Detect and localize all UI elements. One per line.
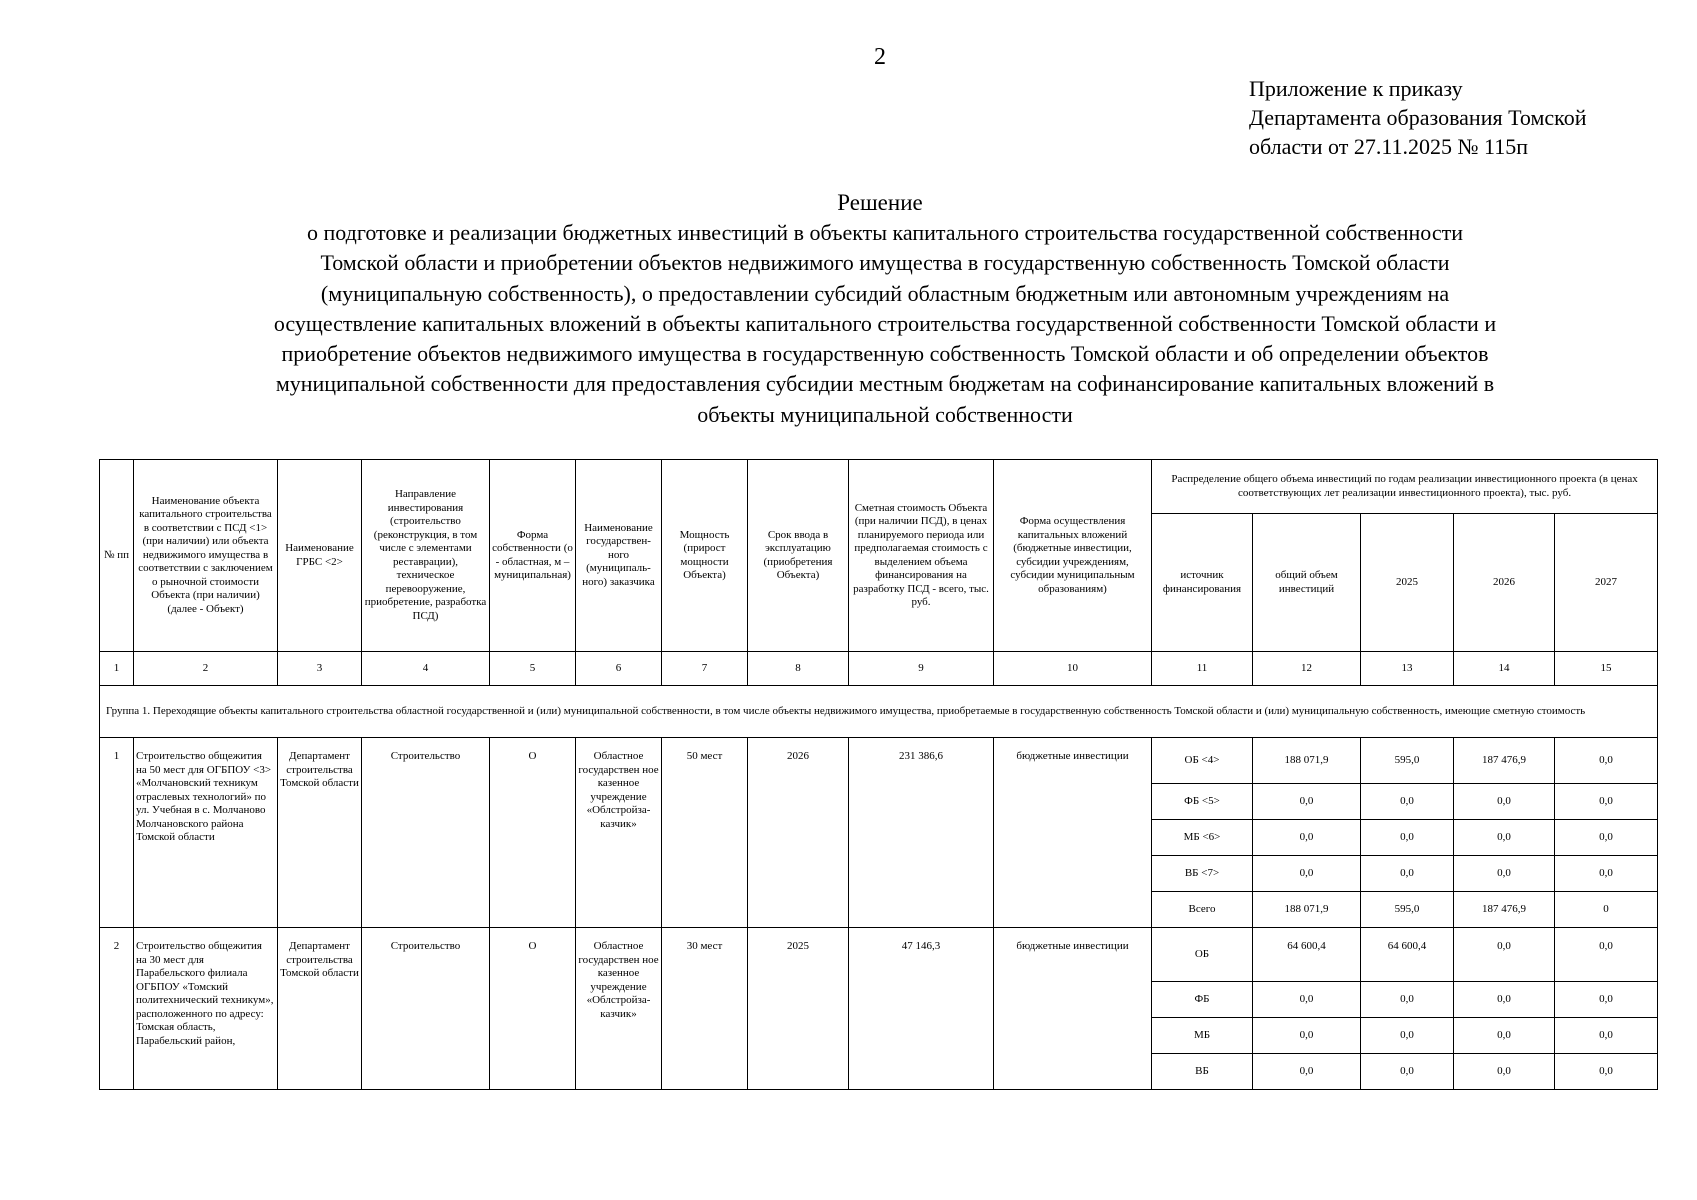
- funding-2025: 0,0: [1361, 1054, 1454, 1090]
- subtitle-line: Томской области и приобретении объектов недвижимого имущества в государственную собственность Томской области: [320, 250, 1450, 276]
- funding-total: 188 071,9: [1253, 892, 1361, 928]
- object-number: 2: [100, 928, 134, 1090]
- funding-2026: 0,0: [1454, 784, 1555, 820]
- funding-2027: 0,0: [1555, 784, 1658, 820]
- column-number: 7: [662, 652, 748, 686]
- funding-2026: 0,0: [1454, 820, 1555, 856]
- document-subtitle: [130, 218, 1640, 430]
- object-capacity: 50 мест: [662, 738, 748, 928]
- header-cell: источник финансирования: [1152, 514, 1253, 652]
- object-name: Строительство общежития на 30 мест для Парабельского филиала ОГБПОУ «Томский политехнический техникум», расположенного по адресу: Томская область, Парабельский район,: [134, 928, 278, 1090]
- investment-table: [99, 459, 1658, 1090]
- column-number: 6: [576, 652, 662, 686]
- subtitle-line: о подготовке и реализации бюджетных инвестиций в объекты капитального строительства государственной собственности: [307, 220, 1463, 245]
- funding-total: 0,0: [1253, 1054, 1361, 1090]
- funding-source: МБ: [1152, 1018, 1253, 1054]
- funding-2027: 0,0: [1555, 820, 1658, 856]
- subtitle-line: осуществление капитальных вложений в объекты капитального строительства государственной собственности Томской области и: [273, 310, 1497, 336]
- funding-2025: 0,0: [1361, 784, 1454, 820]
- funding-2027: 0,0: [1555, 1018, 1658, 1054]
- funding-2025: 0,0: [1361, 982, 1454, 1018]
- header-cell: Форма осуществления капитальных вложений (бюджетные инвестиции, субсидии учреждениям, субсидии муниципальным образованиям): [994, 460, 1152, 652]
- object-cost: 231 386,6: [849, 738, 994, 928]
- funding-2026: 0,0: [1454, 1054, 1555, 1090]
- object-cost: 47 146,3: [849, 928, 994, 1090]
- funding-2025: 0,0: [1361, 820, 1454, 856]
- object-direction: Строительство: [362, 738, 490, 928]
- header-cell-distribution: Распределение общего объема инвестиций по годам реализации инвестиционного проекта (в ценах соответствующих лет реализации инвестиционного проекта), тыс. руб.: [1152, 460, 1658, 514]
- header-cell: Наименование ГРБС <2>: [278, 460, 362, 652]
- funding-2026: 0,0: [1454, 982, 1555, 1018]
- subtitle-line: муниципальной собственности для предоставления субсидии местным бюджетам на софинансирование капитальных вложений в: [275, 371, 1495, 397]
- funding-total: 0,0: [1253, 856, 1361, 892]
- header-cell: Форма собственности (о - областная, м – муниципальная): [490, 460, 576, 652]
- column-number: 2: [134, 652, 278, 686]
- column-number: 10: [994, 652, 1152, 686]
- table-row: [100, 738, 1658, 784]
- object-term: 2025: [748, 928, 849, 1090]
- funding-2027: 0,0: [1555, 738, 1658, 784]
- funding-total: 0,0: [1253, 820, 1361, 856]
- object-form: бюджетные инвестиции: [994, 738, 1152, 928]
- document-title: Решение: [837, 190, 923, 215]
- column-number: 5: [490, 652, 576, 686]
- funding-total: 0,0: [1253, 784, 1361, 820]
- funding-source: ОБ <4>: [1152, 738, 1253, 784]
- funding-2027: 0: [1555, 892, 1658, 928]
- appendix-line: области от 27.11.2025 № 115п: [1249, 134, 1528, 159]
- appendix-note: [1249, 74, 1587, 161]
- funding-source: ОБ: [1152, 928, 1253, 982]
- object-term: 2026: [748, 738, 849, 928]
- column-number: 9: [849, 652, 994, 686]
- funding-source: ВБ <7>: [1152, 856, 1253, 892]
- funding-source: ФБ <5>: [1152, 784, 1253, 820]
- column-number: 11: [1152, 652, 1253, 686]
- page-number: 2: [874, 44, 886, 70]
- object-grbs: Департамент строительства Томской области: [278, 928, 362, 1090]
- header-cell: Срок ввода в эксплуатацию (приобретения Объекта): [748, 460, 849, 652]
- funding-2026: 187 476,9: [1454, 892, 1555, 928]
- funding-2025: 595,0: [1361, 738, 1454, 784]
- column-number: 14: [1454, 652, 1555, 686]
- funding-2027: 0,0: [1555, 856, 1658, 892]
- header-row: [100, 460, 1658, 514]
- object-customer: Областное государствен ное казенное учреждение «Облстройза-казчик»: [576, 928, 662, 1090]
- funding-source: ВБ: [1152, 1054, 1253, 1090]
- group-title: Группа 1. Переходящие объекты капитального строительства областной государственной и (или) муниципальной собственности, в том числе объекты недвижимого имущества, приобретаемые в государственную собственность Томской области и (или) муниципальную собственность, имеющие сметную стоимость: [100, 686, 1658, 738]
- funding-2025: 0,0: [1361, 856, 1454, 892]
- object-capacity: 30 мест: [662, 928, 748, 1090]
- column-number: 13: [1361, 652, 1454, 686]
- object-number: 1: [100, 738, 134, 928]
- subtitle-line: (муниципальную собственность), о предоставлении субсидий областным бюджетным или автономным учреждениям на: [320, 280, 1450, 306]
- column-number: 8: [748, 652, 849, 686]
- funding-2027: 0,0: [1555, 982, 1658, 1018]
- funding-2025: 0,0: [1361, 1018, 1454, 1054]
- appendix-line: Приложение к приказу: [1249, 76, 1463, 101]
- object-form: бюджетные инвестиции: [994, 928, 1152, 1090]
- funding-2027: 0,0: [1555, 928, 1658, 982]
- object-grbs: Департамент строительства Томской области: [278, 738, 362, 928]
- subtitle-line: объекты муниципальной собственности: [697, 401, 1073, 427]
- header-cell: Направление инвестирования (строительство (реконструкция, в том числе с элементами реставрации), техническое перевооружение, приобретение, разработка ПСД): [362, 460, 490, 652]
- header-cell: № пп: [100, 460, 134, 652]
- funding-source: ФБ: [1152, 982, 1253, 1018]
- object-direction: Строительство: [362, 928, 490, 1090]
- header-cell: общий объем инвестиций: [1253, 514, 1361, 652]
- funding-2026: 0,0: [1454, 1018, 1555, 1054]
- header-cell: 2025: [1361, 514, 1454, 652]
- funding-source: МБ <6>: [1152, 820, 1253, 856]
- object-name: Строительство общежития на 50 мест для ОГБПОУ <3> «Молчановский техникум отраслевых технологий» по ул. Учебная в с. Молчаново Молчановского района Томской области: [134, 738, 278, 928]
- header-cell: Наименование объекта капитального строительства в соответствии с ПСД <1> (при наличии) или объекта недвижимого имущества в соответствии с заключением о рыночной стоимости Объекта (при наличии) (далее - Объект): [134, 460, 278, 652]
- funding-2026: 187 476,9: [1454, 738, 1555, 784]
- object-ownership: О: [490, 738, 576, 928]
- funding-total: 188 071,9: [1253, 738, 1361, 784]
- column-number: 15: [1555, 652, 1658, 686]
- header-cell: 2026: [1454, 514, 1555, 652]
- object-customer: Областное государствен ное казенное учреждение «Облстройза-казчик»: [576, 738, 662, 928]
- column-number: 12: [1253, 652, 1361, 686]
- table-row: [100, 928, 1658, 982]
- funding-source: Всего: [1152, 892, 1253, 928]
- column-number: 3: [278, 652, 362, 686]
- header-cell: 2027: [1555, 514, 1658, 652]
- funding-total: 0,0: [1253, 1018, 1361, 1054]
- funding-2026: 0,0: [1454, 856, 1555, 892]
- header-cell: Мощность (прирост мощности Объекта): [662, 460, 748, 652]
- funding-total: 64 600,4: [1253, 928, 1361, 982]
- column-number: 1: [100, 652, 134, 686]
- column-number: 4: [362, 652, 490, 686]
- funding-2025: 64 600,4: [1361, 928, 1454, 982]
- header-cell: Сметная стоимость Объекта (при наличии ПСД), в ценах планируемого периода или предполагаемая стоимость с выделением объема финансирования на разработку ПСД - всего, тыс. руб.: [849, 460, 994, 652]
- subtitle-line: приобретение объектов недвижимого имущества в государственную собственность Томской области и об определении объектов: [281, 341, 1489, 367]
- appendix-line: Департамента образования Томской: [1249, 105, 1587, 130]
- object-ownership: О: [490, 928, 576, 1090]
- column-number-row: [100, 652, 1658, 686]
- group-row: [100, 686, 1658, 738]
- funding-2027: 0,0: [1555, 1054, 1658, 1090]
- funding-total: 0,0: [1253, 982, 1361, 1018]
- funding-2026: 0,0: [1454, 928, 1555, 982]
- funding-2025: 595,0: [1361, 892, 1454, 928]
- header-cell: Наименование государствен-ного (муниципаль-ного) заказчика: [576, 460, 662, 652]
